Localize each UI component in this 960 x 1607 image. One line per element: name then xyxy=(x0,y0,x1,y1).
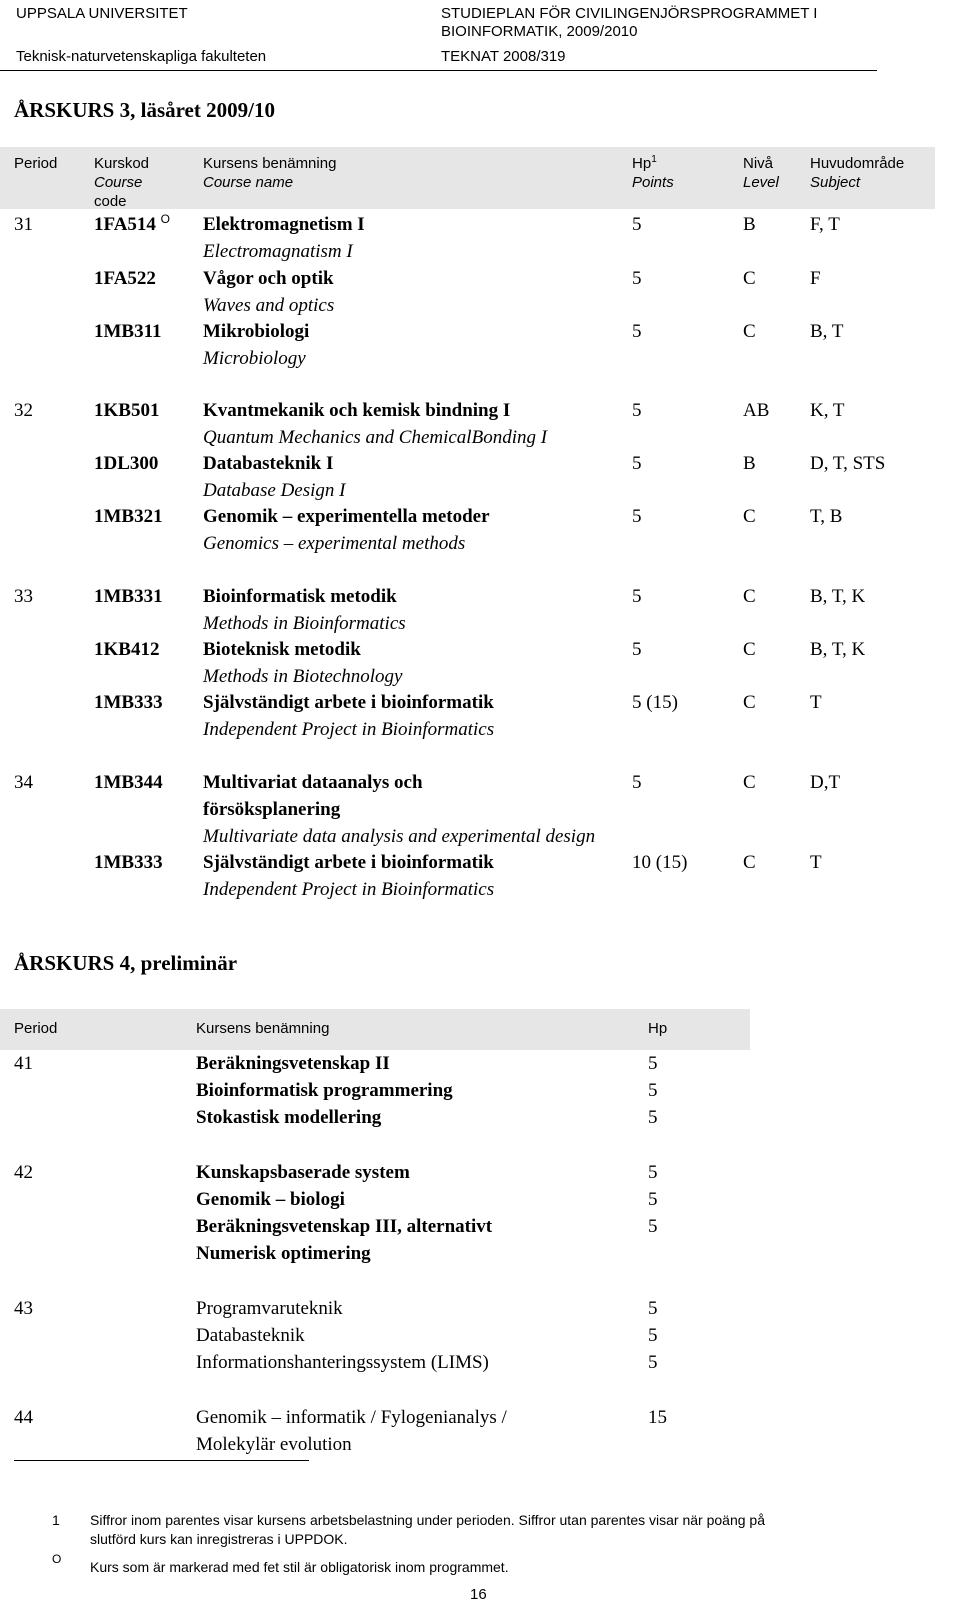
year4-title: ÅRSKURS 4, preliminär xyxy=(14,951,238,975)
row-subject: B, T, K xyxy=(810,639,866,660)
row-name-sv: Databasteknik I xyxy=(203,453,334,474)
header-rule xyxy=(0,70,877,71)
col-hp: Hp xyxy=(632,155,652,172)
row-name-sv: Bioinformatisk metodik xyxy=(203,586,397,607)
row-code: 1FA522 xyxy=(94,268,156,289)
col-subject: Huvudområde xyxy=(810,155,905,172)
row-subject: T xyxy=(810,692,822,713)
course-name: Databasteknik xyxy=(196,1325,305,1346)
row-name-en: Methods in Biotechnology xyxy=(203,666,403,687)
course-hp: 5 xyxy=(648,1189,658,1210)
course-hp: 5 xyxy=(648,1298,658,1319)
row-subject: K, T xyxy=(810,400,845,421)
faculty-name: Teknisk-naturvetenskapliga fakulteten xyxy=(16,48,267,65)
university-name: UPPSALA UNIVERSITET xyxy=(16,5,188,22)
row-level: C xyxy=(743,852,756,873)
col-subject-en: Subject xyxy=(810,174,861,191)
row-hp: 5 xyxy=(632,506,642,527)
col-level-en: Level xyxy=(743,174,779,191)
row-subject: T xyxy=(810,852,822,873)
row-subject: D, T, STS xyxy=(810,453,886,474)
footnote-2-mark: O xyxy=(52,1552,62,1566)
course-hp: 5 xyxy=(648,1216,658,1237)
row-name-en: Microbiology xyxy=(203,348,306,369)
course-name: Bioinformatisk programmering xyxy=(196,1080,453,1101)
course-name: Genomik – biologi xyxy=(196,1189,345,1210)
row-name-en: Independent Project in Bioinformatics xyxy=(203,719,495,740)
row-code: 1FA514 xyxy=(94,214,156,235)
row-name-sv: Bioteknisk metodik xyxy=(203,639,361,660)
col-name-en: Course name xyxy=(203,174,294,191)
row-code: 1KB412 xyxy=(94,639,160,660)
row-subject: D,T xyxy=(810,772,841,793)
course-hp: 5 xyxy=(648,1107,658,1128)
row-level: C xyxy=(743,639,756,660)
row-code: 1MB333 xyxy=(94,852,163,873)
row-hp: 5 (15) xyxy=(632,692,678,713)
row-level: AB xyxy=(743,400,770,421)
course-hp: 5 xyxy=(648,1053,658,1074)
course-name: Programvaruteknik xyxy=(196,1298,343,1319)
group-period: 43 xyxy=(14,1298,33,1319)
row-period: 31 xyxy=(14,214,33,235)
row-subject: T, B xyxy=(810,506,843,527)
course-name: Genomik – informatik / Fylogenianalys / xyxy=(196,1407,507,1428)
row-hp: 5 xyxy=(632,639,642,660)
row-level: C xyxy=(743,692,756,713)
row-period: 33 xyxy=(14,586,33,607)
row-code: 1MB321 xyxy=(94,506,163,527)
row-level: B xyxy=(743,453,756,474)
course-name: Stokastisk modellering xyxy=(196,1107,382,1128)
plan-title-line2: BIOINFORMATIK, 2009/2010 xyxy=(441,23,638,40)
col-hp: Hp xyxy=(648,1020,668,1037)
row-level: C xyxy=(743,506,756,527)
row-hp: 5 xyxy=(632,586,642,607)
mandatory-mark: O xyxy=(160,212,171,226)
row-hp: 10 (15) xyxy=(632,852,688,873)
course-name: Molekylär evolution xyxy=(196,1434,352,1455)
col-level: Nivå xyxy=(743,155,774,172)
row-level: C xyxy=(743,321,756,342)
col-hp-en: Points xyxy=(632,174,674,191)
row-subject: F xyxy=(810,268,821,289)
row-name-sv: Mikrobiologi xyxy=(203,321,310,342)
col-name: Kursens benämning xyxy=(196,1020,330,1037)
row-name-sv: Elektromagnetism I xyxy=(203,214,365,235)
row-subject: B, T, K xyxy=(810,586,866,607)
row-hp: 5 xyxy=(632,214,642,235)
row-name-en: Independent Project in Bioinformatics xyxy=(203,879,495,900)
course-hp: 15 xyxy=(648,1407,667,1428)
col-code-en: Course xyxy=(94,174,143,191)
row-name-sv: Multivariat dataanalys och xyxy=(203,772,423,793)
row-code: 1DL300 xyxy=(94,453,159,474)
footnote-1-text-cont: slutförd kurs kan inregistreras i UPPDOK. xyxy=(90,1531,348,1547)
page-number: 16 xyxy=(470,1586,487,1603)
row-hp: 5 xyxy=(632,268,642,289)
row-code: 1MB344 xyxy=(94,772,163,793)
course-name: Numerisk optimering xyxy=(196,1243,371,1264)
row-name-sv: Vågor och optik xyxy=(203,268,334,289)
course-name: Beräkningsvetenskap III, alternativt xyxy=(196,1216,493,1237)
footnote-2-text: Kurs som är markerad med fet stil är obligatorisk inom programmet. xyxy=(90,1559,509,1575)
col-name: Kursens benämning xyxy=(203,155,337,172)
row-name-en: Quantum Mechanics and ChemicalBonding I xyxy=(203,427,548,448)
row-name-sv: Kvantmekanik och kemisk bindning I xyxy=(203,400,511,421)
group-period: 42 xyxy=(14,1162,33,1183)
course-name: Beräkningsvetenskap II xyxy=(196,1053,390,1074)
row-period: 32 xyxy=(14,400,33,421)
row-level: C xyxy=(743,268,756,289)
row-hp: 5 xyxy=(632,772,642,793)
footnote-1-mark: 1 xyxy=(52,1512,60,1528)
course-name: Informationshanteringssystem (LIMS) xyxy=(196,1352,489,1373)
footnote-1-text: Siffror inom parentes visar kursens arbetsbelastning under perioden. Siffror utan parentes visar när poäng på xyxy=(90,1512,765,1528)
row-name-en: Database Design I xyxy=(203,480,346,501)
plan-title-line1: STUDIEPLAN FÖR CIVILINGENJÖRSPROGRAMMET I xyxy=(441,5,818,22)
col-period: Period xyxy=(14,155,58,172)
reference-number: TEKNAT 2008/319 xyxy=(441,48,566,65)
row-hp: 5 xyxy=(632,321,642,342)
year3-title: ÅRSKURS 3, läsåret 2009/10 xyxy=(14,98,275,122)
row-level: C xyxy=(743,586,756,607)
row-name-en: Methods in Bioinformatics xyxy=(203,613,406,634)
group-period: 41 xyxy=(14,1053,33,1074)
row-name-en: Electromagnatism I xyxy=(203,241,353,262)
course-hp: 5 xyxy=(648,1162,658,1183)
group-period: 44 xyxy=(14,1407,33,1428)
course-name: Kunskapsbaserade system xyxy=(196,1162,410,1183)
course-hp: 5 xyxy=(648,1325,658,1346)
row-period: 34 xyxy=(14,772,33,793)
row-name-sv: Självständigt arbete i bioinformatik xyxy=(203,692,494,713)
row-code: 1KB501 xyxy=(94,400,160,421)
row-subject: B, T xyxy=(810,321,844,342)
course-hp: 5 xyxy=(648,1080,658,1101)
footnote-rule xyxy=(14,1460,309,1461)
row-name-en: Multivariate data analysis and experimental design xyxy=(203,826,596,847)
col-period: Period xyxy=(14,1020,58,1037)
col-code: Kurskod xyxy=(94,155,150,172)
row-level: C xyxy=(743,772,756,793)
row-hp: 5 xyxy=(632,400,642,421)
row-code: 1MB311 xyxy=(94,321,162,342)
year4-table-header xyxy=(0,1009,750,1050)
row-name-sv: Självständigt arbete i bioinformatik xyxy=(203,852,494,873)
course-hp: 5 xyxy=(648,1352,658,1373)
row-code: 1MB333 xyxy=(94,692,163,713)
row-code: 1MB331 xyxy=(94,586,163,607)
row-name-sv-cont: försöksplanering xyxy=(203,799,341,820)
col-code-en-2: code xyxy=(94,193,127,210)
row-level: B xyxy=(743,214,756,235)
row-name-en: Genomics – experimental methods xyxy=(203,533,466,554)
row-subject: F, T xyxy=(810,214,840,235)
row-hp: 5 xyxy=(632,453,642,474)
row-name-en: Waves and optics xyxy=(203,295,335,316)
row-name-sv: Genomik – experimentella metoder xyxy=(203,506,490,527)
col-hp-footnote: 1 xyxy=(651,154,657,165)
